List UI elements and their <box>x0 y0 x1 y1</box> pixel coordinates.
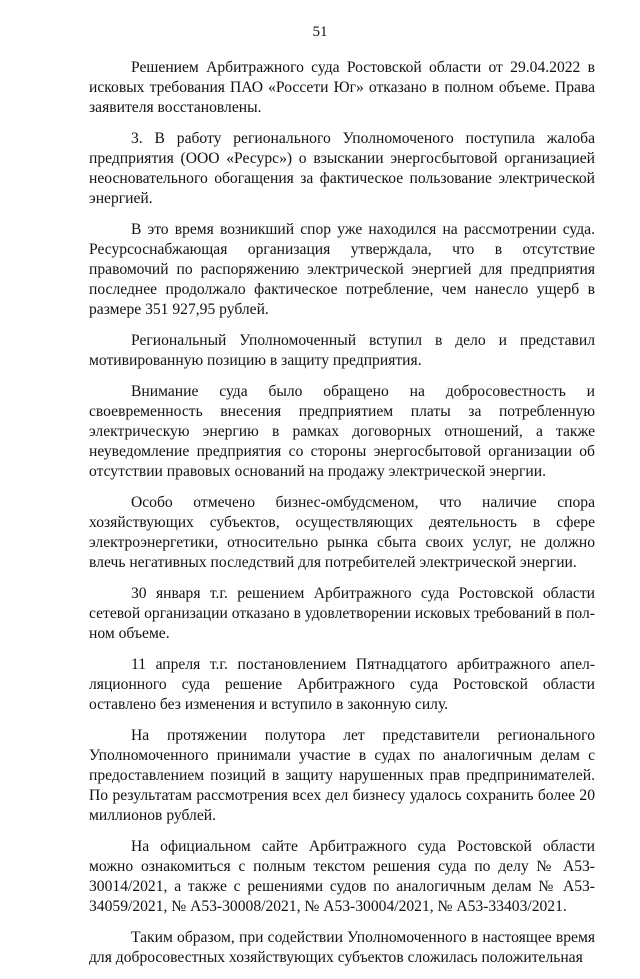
paragraph-similar-cases: На протяжении полутора лет представители регионального Уполномоченного принимали участие в судах по аналогичным делам с предоставлением позиций в защиту нарушенных прав предпринимателей. По результатам рассмотрения всех дел бизнесу удалось сохранить более 20 миллионов рублей. <box>89 727 595 824</box>
paragraph-ombudsman-joined: Региональный Уполномоченный вступил в дело и представил мотивированную позицию в защиту предприятия. <box>89 332 595 369</box>
paragraph-resurs-complaint: 3. В работу регионального Уполномоченого поступила жалоба предприятия (ООО «Ресурс») о взыскании энергосбытовой организацией неосновательного обогащения за фактическое пользование электрической энергией. <box>89 130 595 207</box>
paragraph-january-decision: 30 января т.г. решением Арбитражного суда Ростовской области сетевой организации отказано в удовлетворении исковых требований в полном объеме. <box>89 585 595 642</box>
paragraph-case-numbers: На официальном сайте Арбитражного суда Ростовской области можно ознакомиться с полным текстом решения суда по делу № А53-30014/2021, а также с решениями судов по аналогичным делам № А53-34059/2021, № А53-30008/2021, № А53-30004/2021, № А53-33403/2021. <box>89 838 595 915</box>
paragraph-court-attention: Внимание суда было обращено на добросовестность и своевременность внесения предприятием платы за потребленную электрическую энергию в рамках договорных отношений, а также неуведомление предприятия со стороны энергосбытовой организации об отсутствии правовых оснований на продажу электрической энергии. <box>89 383 595 480</box>
document-body <box>89 58 595 979</box>
paragraph-april-appeal: 11 апреля т.г. постановлением Пятнадцатого арбитражного апелляционного суда решение Арбитражного суда Ростовской области оставлено без изменения и вступило в законную силу. <box>89 656 595 713</box>
paragraph-conclusion: Таким образом, при содействии Уполномоченного в настоящее время для добросовестных хозяйствующих субъектов сложилась положительная <box>89 929 595 966</box>
paragraph-court-decision-rosseti: Решением Арбитражного суда Ростовской области от 29.04.2022 в исковых требования ПАО «Россети Юг» отказано в полном объеме. Права заявителя восстановлены. <box>89 59 595 116</box>
paragraph-dispute-in-court: В это время возникший спор уже находился на рассмотрении суда. Ресурсоснабжающая организация утверждала, что в отсутствие правомочий по распоряжению электрической энергией для предприятия последнее продолжало фактическое потребление, чем нанесло ущерб в размере 351 927,95 рублей. <box>89 221 595 318</box>
paragraph-ombudsman-note: Особо отмечено бизнес-омбудсменом, что наличие спора хозяйствующих субъектов, осуществляющих деятельность в сфере электроэнергетики, относительно рынка сбыта своих услуг, не должно влечь негативных последствий для потребителей электрической энергии. <box>89 494 595 571</box>
page-number: 51 <box>312 24 328 40</box>
